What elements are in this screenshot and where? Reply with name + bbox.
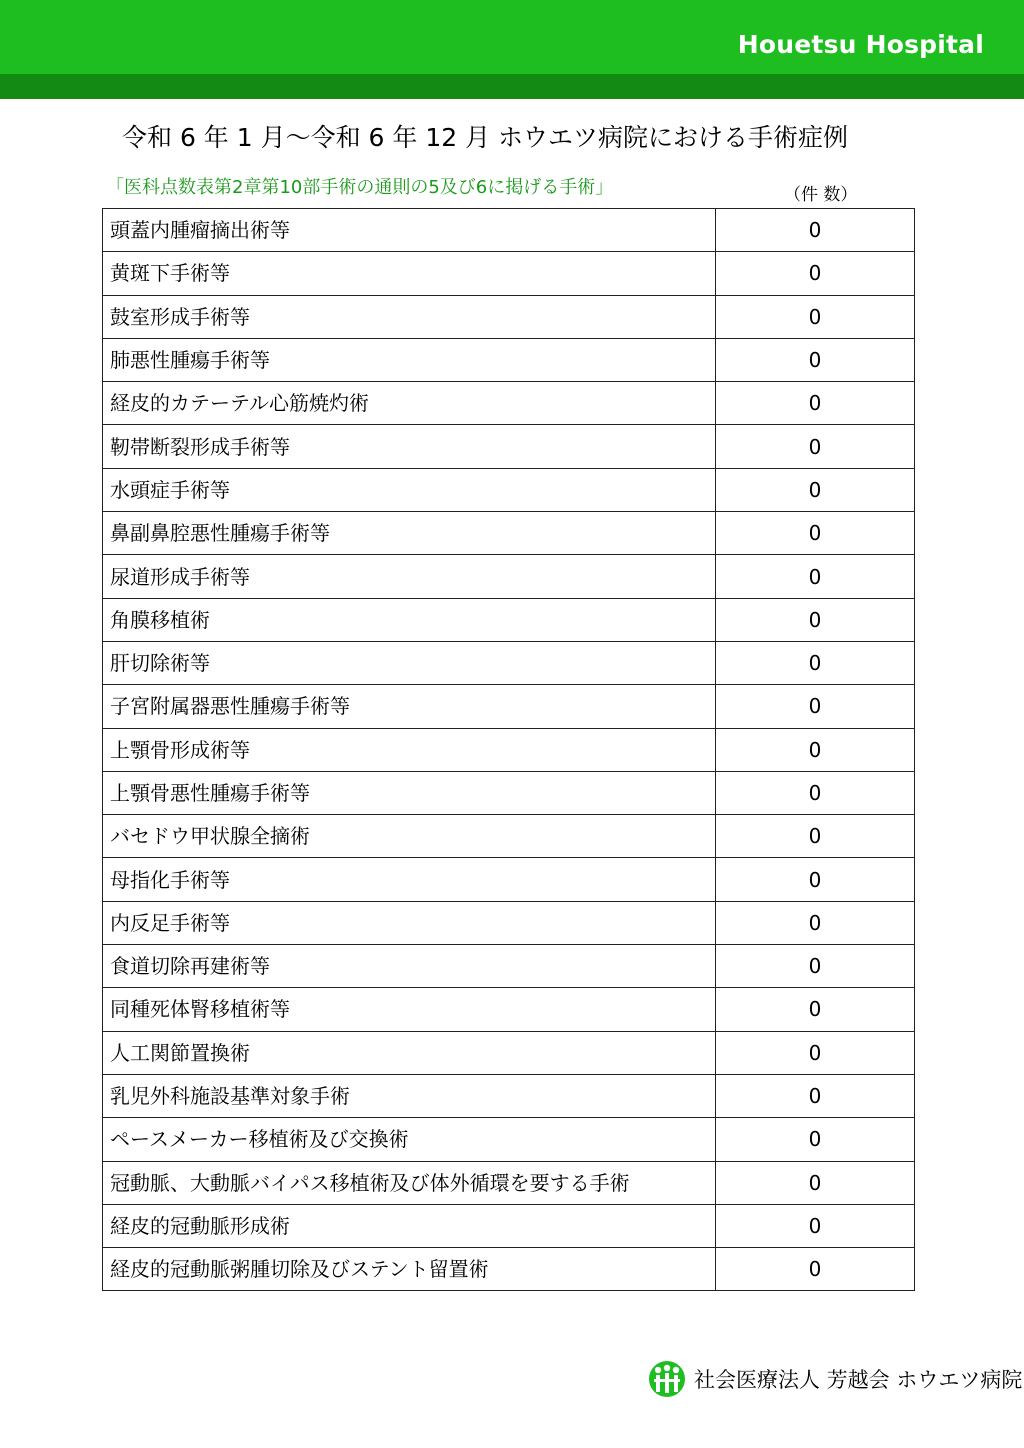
table-row bbox=[103, 209, 915, 252]
procedure-name: 尿道形成手術等 bbox=[103, 555, 716, 598]
table-row bbox=[103, 555, 915, 598]
procedure-name: 靭帯断裂形成手術等 bbox=[103, 425, 716, 468]
unit-label: （件 数） bbox=[784, 185, 858, 205]
procedure-name: バセドウ甲状腺全摘術 bbox=[103, 815, 716, 858]
procedure-name: ペースメーカー移植術及び交換術 bbox=[103, 1118, 716, 1161]
case-count: 0 bbox=[716, 728, 915, 771]
table-row bbox=[103, 1074, 915, 1117]
table-row bbox=[103, 771, 915, 814]
case-count: 0 bbox=[716, 512, 915, 555]
procedure-name: 内反足手術等 bbox=[103, 901, 716, 944]
procedure-name: 角膜移植術 bbox=[103, 598, 716, 641]
table-row bbox=[103, 252, 915, 295]
procedure-name: 肺悪性腫瘍手術等 bbox=[103, 338, 716, 381]
procedure-name: 経皮的カテーテル心筋焼灼術 bbox=[103, 382, 716, 425]
procedure-name: 食道切除再建術等 bbox=[103, 945, 716, 988]
table-row bbox=[103, 685, 915, 728]
table-row bbox=[103, 641, 915, 684]
table-row bbox=[103, 1248, 915, 1291]
header-band bbox=[0, 74, 1024, 99]
procedure-name: 上顎骨形成術等 bbox=[103, 728, 716, 771]
procedure-name: 鼻副鼻腔悪性腫瘍手術等 bbox=[103, 512, 716, 555]
case-count: 0 bbox=[716, 295, 915, 338]
case-count: 0 bbox=[716, 1074, 915, 1117]
table-row bbox=[103, 598, 915, 641]
table-row bbox=[103, 1204, 915, 1247]
table-row bbox=[103, 945, 915, 988]
case-count: 0 bbox=[716, 1204, 915, 1247]
case-count: 0 bbox=[716, 1248, 915, 1291]
procedure-name: 同種死体腎移植術等 bbox=[103, 988, 716, 1031]
case-count: 0 bbox=[716, 858, 915, 901]
procedure-name: 子宮附属器悪性腫瘍手術等 bbox=[103, 685, 716, 728]
table-row bbox=[103, 858, 915, 901]
table-row bbox=[103, 338, 915, 381]
case-count: 0 bbox=[716, 685, 915, 728]
surgery-cases-table bbox=[102, 208, 915, 1291]
table-row bbox=[103, 901, 915, 944]
case-count: 0 bbox=[716, 1161, 915, 1204]
case-count: 0 bbox=[716, 771, 915, 814]
table-row bbox=[103, 1031, 915, 1074]
procedure-name: 冠動脈、大動脈バイパス移植術及び体外循環を要する手術 bbox=[103, 1161, 716, 1204]
case-count: 0 bbox=[716, 209, 915, 252]
case-count: 0 bbox=[716, 815, 915, 858]
case-count: 0 bbox=[716, 555, 915, 598]
case-count: 0 bbox=[716, 1031, 915, 1074]
table-row bbox=[103, 1161, 915, 1204]
table-row bbox=[103, 382, 915, 425]
table-row bbox=[103, 815, 915, 858]
organization-name: 社会医療法人 芳越会 ホウエツ病院 bbox=[694, 1368, 1023, 1392]
procedure-name: 水頭症手術等 bbox=[103, 468, 716, 511]
case-count: 0 bbox=[716, 598, 915, 641]
table-row bbox=[103, 988, 915, 1031]
procedure-name: 肝切除術等 bbox=[103, 641, 716, 684]
case-count: 0 bbox=[716, 988, 915, 1031]
table-subtitle: 「医科点数表第2章第10部手術の通則の5及び6に掲げる手術」 bbox=[106, 177, 614, 198]
procedure-name: 人工関節置換術 bbox=[103, 1031, 716, 1074]
table-row bbox=[103, 1118, 915, 1161]
case-count: 0 bbox=[716, 901, 915, 944]
procedure-name: 上顎骨悪性腫瘍手術等 bbox=[103, 771, 716, 814]
case-count: 0 bbox=[716, 425, 915, 468]
procedure-name: 黄斑下手術等 bbox=[103, 252, 716, 295]
case-count: 0 bbox=[716, 468, 915, 511]
table-row bbox=[103, 425, 915, 468]
case-count: 0 bbox=[716, 338, 915, 381]
table-row bbox=[103, 728, 915, 771]
procedure-name: 頭蓋内腫瘤摘出術等 bbox=[103, 209, 716, 252]
table-row bbox=[103, 512, 915, 555]
case-count: 0 bbox=[716, 252, 915, 295]
case-count: 0 bbox=[716, 945, 915, 988]
procedure-name: 経皮的冠動脈形成術 bbox=[103, 1204, 716, 1247]
hospital-brand: Houetsu Hospital bbox=[737, 30, 984, 59]
case-count: 0 bbox=[716, 641, 915, 684]
procedure-name: 母指化手術等 bbox=[103, 858, 716, 901]
table-row bbox=[103, 468, 915, 511]
family-logo-icon bbox=[648, 1360, 686, 1398]
procedure-name: 経皮的冠動脈粥腫切除及びステント留置術 bbox=[103, 1248, 716, 1291]
case-count: 0 bbox=[716, 382, 915, 425]
procedure-name: 鼓室形成手術等 bbox=[103, 295, 716, 338]
table-row bbox=[103, 295, 915, 338]
page-title: 令和 6 年 1 月～令和 6 年 12 月 ホウエツ病院における手術症例 bbox=[122, 123, 849, 152]
footer bbox=[648, 1360, 1022, 1398]
procedure-name: 乳児外科施設基準対象手術 bbox=[103, 1074, 716, 1117]
case-count: 0 bbox=[716, 1118, 915, 1161]
